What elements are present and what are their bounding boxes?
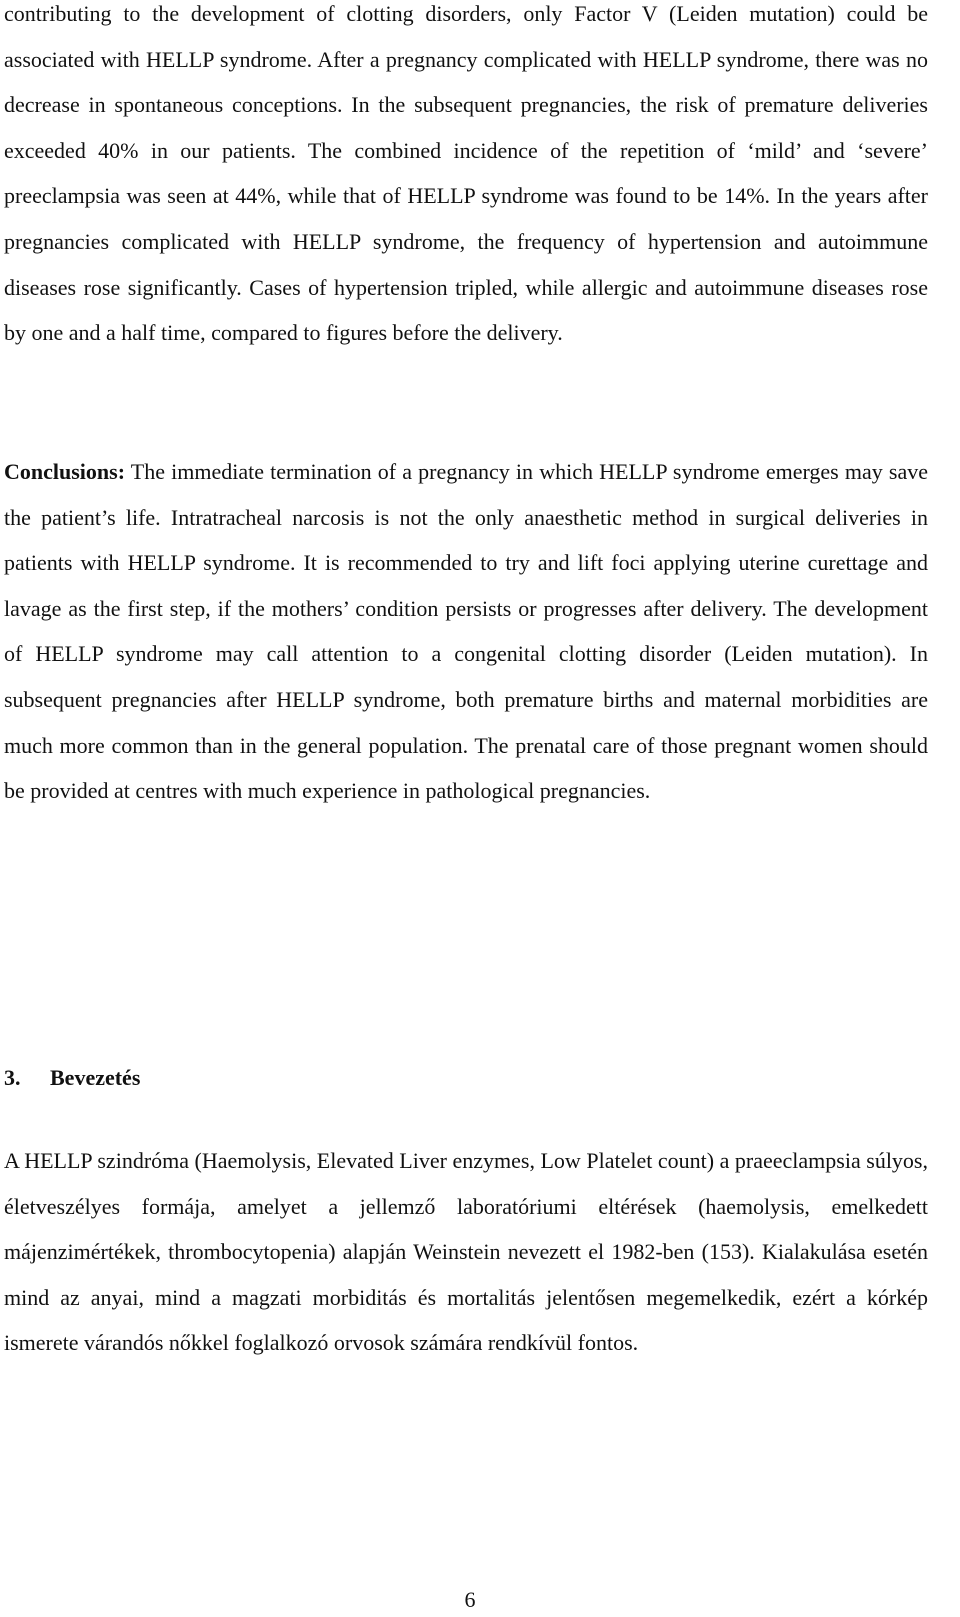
conclusions-text: The immediate termination of a pregnancy in which HELLP syndrome emerges may save the patient’s life. Intratracheal narcosis is not the only anaesthetic method in surgical deliveries in patients with HELLP syndrome. It is recommended to try and lift foci applying uterine curettage and lavage as the first step, if the mothers’ condition persists or progresses after delivery. The development of HELLP syndrome may call attention to a congenital clotting disorder (Leiden mutation). In subsequent pregnancies after HELLP syndrome, both premature births and maternal morbidities are much more common than in the general population. The prenatal care of those pregnant women should be provided at centres with much experience in pathological pregnancies. [4, 459, 928, 804]
section-title: Bevezetés [50, 1065, 141, 1090]
section-heading [4, 1063, 140, 1093]
conclusions-paragraph [4, 449, 928, 814]
introduction-paragraph: A HELLP szindróma (Haemolysis, Elevated Liver enzymes, Low Platelet count) a praeeclampsia súlyos, életveszélyes formája, amelyet a jellemző laboratóriumi eltérések (haemolysis, emelkedett májenzimértékek, thrombocytopenia) alapján Weinstein nevezett el 1982-ben (153). Kialakulása esetén mind az anyai, mind a magzati morbiditás és mortalitás jelentősen megemelkedik, ezért a kórkép ismerete várandós nőkkel foglalkozó orvosok számára rendkívül fontos. [4, 1148, 928, 1356]
results-paragraph: contributing to the development of clotting disorders, only Factor V (Leiden mutation) could be associated with HELLP syndrome. After a pregnancy complicated with HELLP syndrome, there was no decrease in spontaneous conceptions. In the subsequent pregnancies, the risk of premature deliveries exceeded 40% in our patients. The combined incidence of the repetition of ‘mild’ and ‘severe’ preeclampsia was seen at 44%, while that of HELLP syndrome was found to be 14%. In the years after pregnancies complicated with HELLP syndrome, the frequency of hypertension and autoimmune diseases rose significantly. Cases of hypertension tripled, while allergic and autoimmune diseases rose by one and a half time, compared to figures before the delivery. [4, 1, 928, 346]
page-number: 6 [464, 1587, 476, 1612]
section-number: 3. [4, 1065, 21, 1090]
conclusions-label: Conclusions: [4, 459, 126, 484]
